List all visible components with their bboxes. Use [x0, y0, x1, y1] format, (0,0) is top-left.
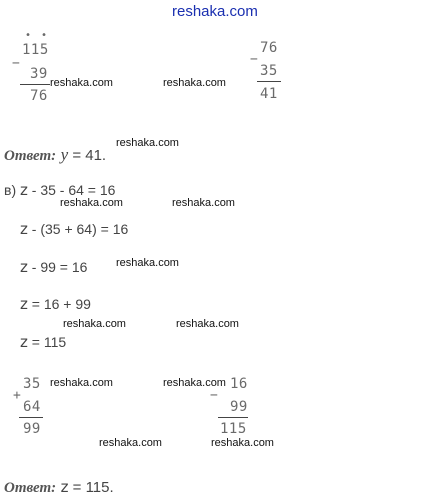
sub2-rule — [257, 81, 281, 82]
borrow-dots: • • — [25, 30, 50, 41]
sub3-top: 16 — [230, 376, 248, 392]
sub3-result: 115 — [220, 421, 247, 437]
watermark-text: reshaka.com — [99, 437, 162, 449]
watermark-text: reshaka.com — [211, 437, 274, 449]
watermark-text: reshaka.com — [50, 377, 113, 389]
watermark-text: reshaka.com — [176, 318, 239, 330]
sub2-subtrahend: 35 — [260, 63, 278, 79]
site-header-link[interactable]: reshaka.com — [172, 3, 258, 20]
watermark-text: reshaka.com — [116, 137, 179, 149]
sub1-minus-sign: − — [12, 56, 20, 71]
add-result: 99 — [23, 421, 41, 437]
sub1-result: 76 — [30, 88, 48, 104]
sub2-minuend: 76 — [260, 40, 278, 56]
answer-y — [4, 145, 106, 165]
watermark-text: reshaka.com — [172, 197, 235, 209]
equation-step-5 — [20, 333, 66, 351]
step-variable: z — [20, 220, 28, 238]
step-variable: z — [20, 258, 28, 276]
answer-variable: y — [60, 145, 69, 164]
watermark-text: reshaka.com — [50, 77, 113, 89]
sub2-minus-sign: − — [250, 52, 258, 67]
answer-z — [4, 478, 114, 497]
answer-label: Ответ: — [4, 148, 57, 164]
step-variable: z — [20, 333, 28, 351]
equation-step-3 — [20, 258, 87, 276]
watermark-text: reshaka.com — [116, 257, 179, 269]
step-expression: - 99 = 16 — [27, 259, 88, 275]
add-rule — [19, 417, 43, 418]
step-expression: = 115 — [27, 334, 67, 350]
answer-value: = 41. — [68, 147, 107, 164]
step-expression: = 16 + 99 — [27, 296, 91, 312]
add-plus-sign: + — [13, 388, 21, 403]
answer-value: = 115. — [68, 479, 114, 496]
sub3-middle: 99 — [230, 399, 248, 415]
step-expression: - (35 + 64) = 16 — [27, 221, 129, 237]
add-second-term: 64 — [23, 399, 41, 415]
step-variable: z — [20, 295, 28, 313]
watermark-text: reshaka.com — [163, 77, 226, 89]
sub3-minus-sign: − — [210, 388, 218, 403]
sub2-result: 41 — [260, 86, 278, 102]
sub1-minuend: 115 — [22, 42, 49, 58]
equation-step-4 — [20, 295, 91, 313]
sub3-rule — [218, 417, 248, 418]
add-first-term: 35 — [23, 376, 41, 392]
part-label: в) — [4, 182, 17, 198]
step-variable: z — [20, 181, 28, 199]
sub1-subtrahend: 39 — [30, 66, 48, 82]
step-expression: - 35 - 64 = 16 — [27, 182, 116, 198]
sub1-rule — [20, 84, 50, 85]
watermark-text: reshaka.com — [63, 318, 126, 330]
answer-variable: z — [60, 478, 69, 496]
answer-label: Ответ: — [4, 480, 57, 496]
equation-step-2 — [20, 220, 128, 238]
watermark-text: reshaka.com — [163, 377, 226, 389]
watermark-text: reshaka.com — [60, 197, 123, 209]
